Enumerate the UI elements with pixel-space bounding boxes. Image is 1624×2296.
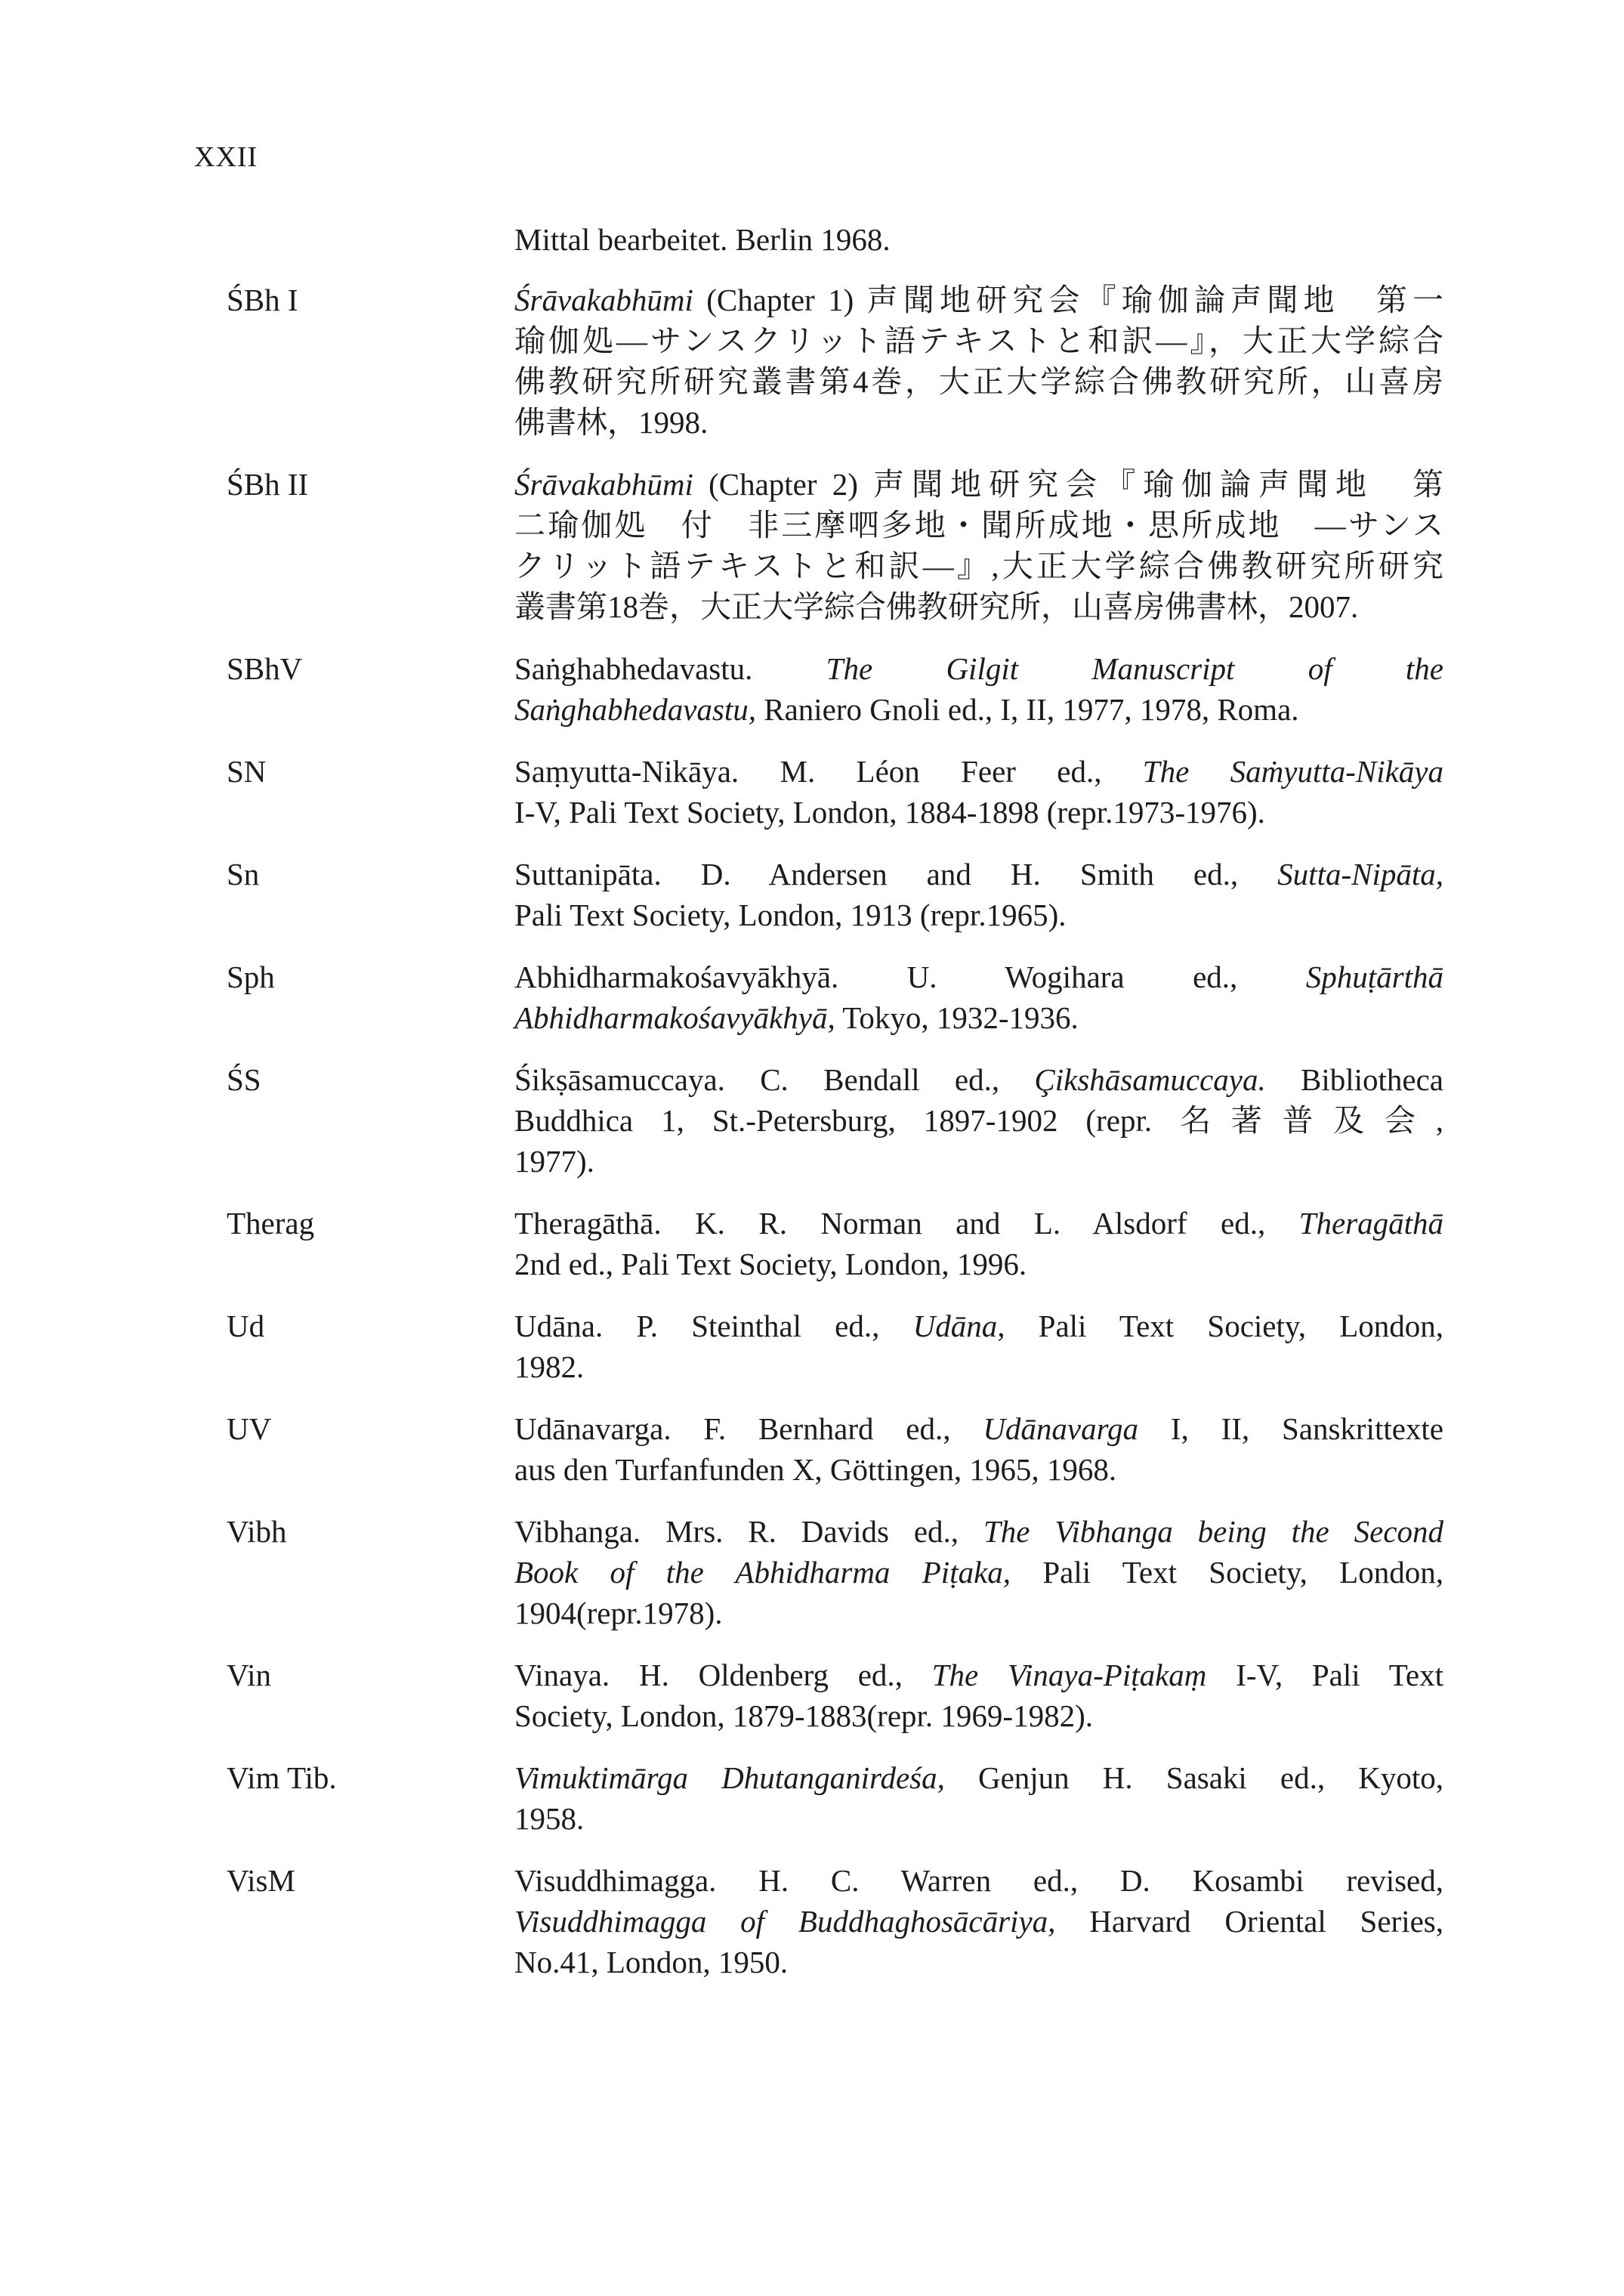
reference-text [514, 1408, 1443, 1490]
text-segment: I-V, Pali Text [1206, 1658, 1443, 1692]
bibliography-entry [0, 464, 1624, 627]
reference-line [514, 505, 1443, 545]
reference-line [514, 361, 1443, 402]
text-segment: クリット語テキストと和訳—』,大正大学綜合佛教研究所研究 [514, 549, 1443, 583]
reference-text [514, 1203, 1443, 1284]
bibliography-entry [0, 1757, 1624, 1839]
reference-text [514, 1306, 1443, 1387]
continued-reference-text: Mittal bearbeitet. Berlin 1968. [514, 222, 891, 257]
reference-line [514, 1655, 1443, 1695]
reference-line [514, 854, 1443, 895]
abbreviation: ŚBh II [227, 467, 309, 502]
reference-line [514, 1449, 1443, 1490]
abbreviation: ŚBh I [227, 283, 298, 317]
italic-title-segment: Śrāvakabhūmi [514, 467, 693, 502]
text-segment: Bibliotheca [1265, 1062, 1443, 1097]
text-segment: Pali Text Society, London, 1913 (repr.1965). [514, 898, 1067, 932]
reference-line [514, 1757, 1443, 1798]
reference-text [514, 1511, 1443, 1633]
text-segment: I, II, Sanskrittexte [1138, 1411, 1444, 1446]
italic-title-segment: Śrāvakabhūmi [514, 283, 693, 317]
text-segment: Suttanipāta. D. Andersen and H. Smith ed., [514, 857, 1278, 892]
text-segment: Vinaya. H. Oldenberg ed., [514, 1658, 932, 1692]
italic-title-segment: Udānavarga [983, 1411, 1139, 1446]
reference-line [514, 895, 1443, 935]
text-segment: Śikṣāsamuccaya. C. Bendall ed., [514, 1062, 1035, 1097]
reference-line [514, 648, 1443, 689]
reference-line [514, 1141, 1443, 1182]
reference-text [514, 1860, 1443, 1982]
reference-line [514, 751, 1443, 792]
reference-line [514, 1306, 1443, 1346]
reference-line [514, 1798, 1443, 1839]
reference-line [514, 1511, 1443, 1552]
reference-line [514, 402, 1443, 443]
reference-line [514, 1860, 1443, 1901]
abbreviation: Sn [227, 857, 260, 892]
reference-text [514, 1059, 1443, 1182]
bibliography-entry [0, 956, 1624, 1038]
text-segment: Theragāthā. K. R. Norman and L. Alsdorf ed., [514, 1206, 1299, 1241]
abbreviation: Vin [227, 1658, 272, 1692]
reference-line [514, 1942, 1443, 1982]
italic-title-segment: Udāna, [912, 1309, 1005, 1343]
text-segment: 佛書林，1998. [514, 405, 709, 440]
text-segment: aus den Turfanfunden X, Göttingen, 1965, 1968. [514, 1452, 1117, 1487]
reference-line [514, 464, 1443, 505]
reference-text [514, 956, 1443, 1038]
italic-title-segment: Saṅghabhedavastu, [514, 692, 756, 727]
text-segment: Udānavarga. F. Bernhard ed., [514, 1411, 983, 1446]
text-segment: Visuddhimagga. H. C. Warren ed., D. Kosambi revised, [514, 1863, 1443, 1898]
text-segment: Abhidharmakośavyākhyā. U. Wogihara ed., [514, 959, 1306, 994]
text-segment: 佛教研究所研究叢書第4巻，大正大学綜合佛教研究所，山喜房 [514, 364, 1443, 399]
text-segment: 1904(repr.1978). [514, 1596, 723, 1630]
reference-line [514, 1244, 1443, 1284]
reference-line [514, 956, 1443, 997]
abbreviation: Vibh [227, 1514, 287, 1549]
italic-title-segment: Abhidharmakośavyākhyā, [514, 1000, 835, 1035]
bibliography-entry [0, 1306, 1624, 1387]
reference-text [514, 854, 1443, 935]
bibliography-entry [0, 751, 1624, 833]
text-segment: Saṃyutta-Nikāya. M. Léon Feer ed., [514, 754, 1143, 789]
text-segment: Pali Text Society, London, [1005, 1309, 1443, 1343]
reference-line [514, 689, 1443, 730]
bibliography-entry [0, 280, 1624, 443]
text-segment: Vibhanga. Mrs. R. Davids ed., [514, 1514, 983, 1549]
italic-title-segment: Çikshāsamuccaya. [1034, 1062, 1266, 1097]
text-segment: 1977). [514, 1144, 594, 1179]
bibliography-list [0, 280, 1624, 2004]
page-number: XXII [194, 141, 258, 173]
bibliography-entry [0, 1408, 1624, 1490]
text-segment: (Chapter 2) 声聞地研究会『瑜伽論声聞地 第 [693, 467, 1443, 502]
text-segment: Udāna. P. Steinthal ed., [514, 1309, 913, 1343]
bibliography-entry [0, 1860, 1624, 1982]
abbreviation: Sph [227, 959, 275, 994]
abbreviation: Therag [227, 1206, 315, 1241]
reference-line [514, 320, 1443, 361]
abbreviation: ŚS [227, 1062, 261, 1097]
reference-line [514, 1408, 1443, 1449]
text-segment: I-V, Pali Text Society, London, 1884-1898 (repr.1973-1976). [514, 795, 1265, 830]
text-segment: 瑜伽処—サンスクリット語テキストと和訳—』，大正大学綜合 [514, 323, 1443, 358]
italic-title-segment: Book of the Abhidharma Piṭaka, [514, 1555, 1011, 1590]
italic-title-segment: The Saṁyutta-Nikāya [1142, 754, 1443, 789]
text-segment: 叢書第18巻，大正大学綜合佛教研究所，山喜房佛書林，2007. [514, 589, 1359, 624]
bibliography-entry [0, 1203, 1624, 1284]
reference-line [514, 1552, 1443, 1593]
reference-line [514, 997, 1443, 1038]
reference-line [514, 1059, 1443, 1100]
text-segment: Buddhica 1, St.-Petersburg, 1897-1902 (repr. 名著普及会, [514, 1103, 1443, 1138]
italic-title-segment: The Gilgit Manuscript of the [826, 651, 1443, 686]
abbreviation: SN [227, 754, 267, 789]
reference-text [514, 751, 1443, 833]
italic-title-segment: Vimuktimārga Dhutanganirdeśa, [514, 1760, 945, 1795]
italic-title-segment: The Vinaya-Piṭakaṃ [931, 1658, 1207, 1692]
bibliography-entry [0, 854, 1624, 935]
italic-title-segment: Sutta-Nipāta, [1277, 857, 1443, 892]
abbreviation: Vim Tib. [227, 1760, 337, 1795]
reference-line [514, 545, 1443, 586]
reference-line [514, 1593, 1443, 1633]
text-segment: (Chapter 1) 声聞地研究会『瑜伽論声聞地 第一 [693, 283, 1443, 317]
bibliography-entry [0, 648, 1624, 730]
text-segment: Genjun H. Sasaki ed., Kyoto, [944, 1760, 1443, 1795]
reference-text [514, 280, 1443, 443]
reference-line [514, 1695, 1443, 1736]
text-segment: Saṅghabhedavastu. [514, 651, 826, 686]
text-segment: 1958. [514, 1801, 585, 1836]
abbreviation: VisM [227, 1863, 295, 1898]
abbreviation: SBhV [227, 651, 303, 686]
reference-line [514, 1203, 1443, 1244]
reference-text [514, 1655, 1443, 1736]
reference-line [514, 1346, 1443, 1387]
bibliography-entry [0, 1511, 1624, 1633]
text-segment: Harvard Oriental Series, [1055, 1904, 1443, 1939]
reference-text [514, 464, 1443, 627]
reference-line [514, 1100, 1443, 1141]
italic-title-segment: Theragāthā [1298, 1206, 1443, 1241]
italic-title-segment: Visuddhimagga of Buddhaghosācāriya, [514, 1904, 1056, 1939]
reference-line [514, 1901, 1443, 1942]
italic-title-segment: The Vibhanga being the Second [983, 1514, 1443, 1549]
reference-text [514, 648, 1443, 730]
abbreviation: UV [227, 1411, 272, 1446]
italic-title-segment: Sphuṭārthā [1305, 959, 1443, 994]
reference-line [514, 792, 1443, 833]
text-segment: No.41, London, 1950. [514, 1945, 789, 1979]
reference-line [514, 586, 1443, 627]
bibliography-entry [0, 1655, 1624, 1736]
text-segment: Society, London, 1879-1883(repr. 1969-1982). [514, 1698, 1093, 1733]
abbreviation: Ud [227, 1309, 265, 1343]
text-segment: 1982. [514, 1349, 585, 1384]
text-segment: Raniero Gnoli ed., I, II, 1977, 1978, Roma. [756, 692, 1299, 727]
reference-text [514, 1757, 1443, 1839]
text-segment: Pali Text Society, London, [1011, 1555, 1443, 1590]
text-segment: 2nd ed., Pali Text Society, London, 1996. [514, 1247, 1027, 1281]
reference-line [514, 280, 1443, 320]
text-segment: Tokyo, 1932-1936. [835, 1000, 1079, 1035]
text-segment: 二瑜伽処 付 非三摩呬多地・聞所成地・思所成地 —サンス [514, 508, 1443, 542]
bibliography-entry [0, 1059, 1624, 1182]
